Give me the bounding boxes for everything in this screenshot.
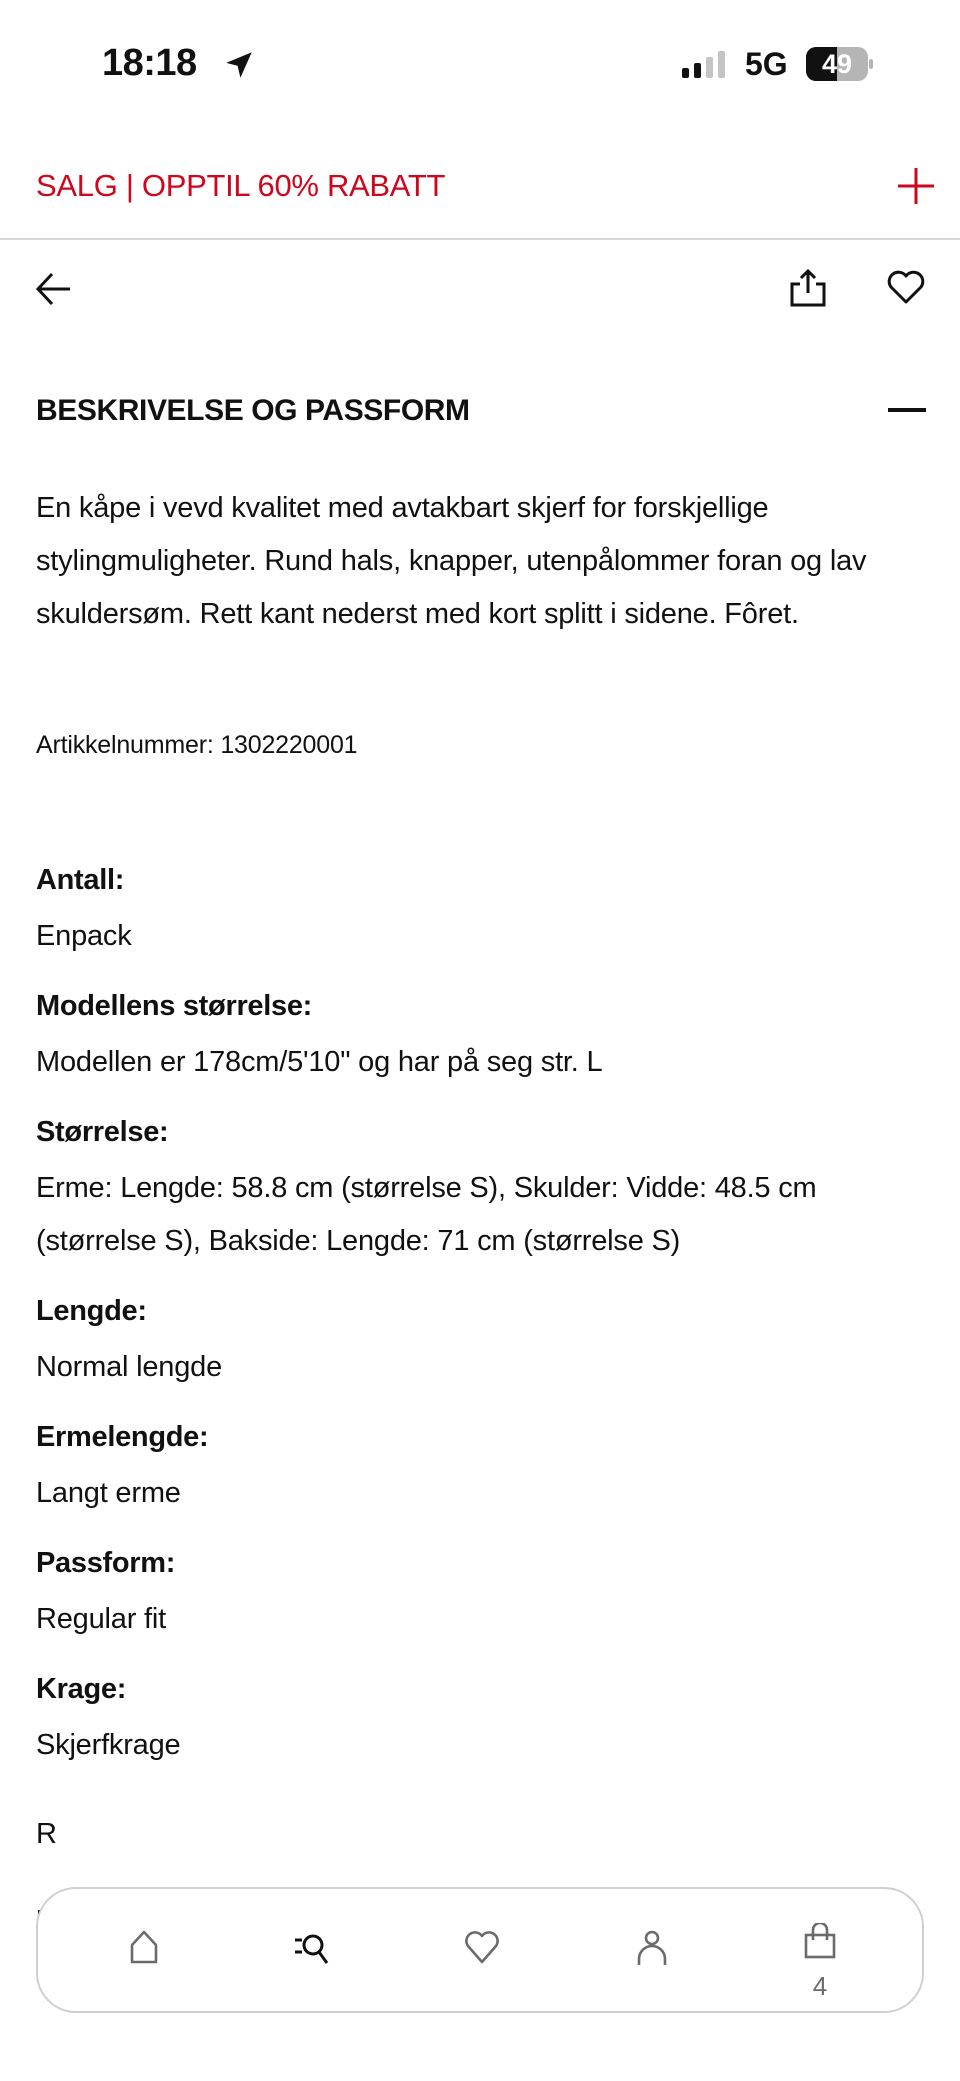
detail-value: Erme: Lengde: 58.8 cm (størrelse S), Skulder: Vidde: 48.5 cm (størrelse S), Bakside: Lengde: 71 cm (størrelse S)	[36, 1172, 817, 1257]
signal-icon	[680, 50, 730, 80]
detail-antall	[36, 860, 926, 963]
status-time: 18:18	[102, 42, 197, 84]
favorite-button[interactable]	[886, 268, 926, 306]
detail-model-size	[36, 986, 926, 1089]
bag-count-badge: 4	[812, 1971, 828, 2001]
detail-value: R	[36, 1818, 57, 1850]
detail-value: Modellen er 178cm/5'10" og har på seg str. L	[36, 1046, 603, 1078]
detail-value: Regular fit	[36, 1603, 166, 1635]
detail-label: Ermelengde:	[36, 1421, 209, 1453]
network-label: 5G	[745, 46, 788, 82]
heart-icon	[889, 272, 923, 302]
detail-label: Antall:	[36, 864, 125, 896]
detail-label: Modellens størrelse:	[36, 990, 313, 1022]
detail-size	[36, 1112, 926, 1268]
detail-label: Lengde:	[36, 1295, 147, 1327]
status-bar	[0, 0, 960, 130]
minus-icon[interactable]	[888, 408, 926, 412]
promo-text[interactable]: SALG | OPPTIL 60% RABATT	[36, 168, 446, 203]
location-arrow-icon	[222, 48, 256, 82]
detail-label: Passform:	[36, 1547, 176, 1579]
detail-fit	[36, 1543, 926, 1646]
search-menu-icon	[294, 1929, 330, 1965]
battery-percent: 49	[821, 49, 853, 79]
shopping-bag-icon	[802, 1923, 838, 1959]
promo-banner[interactable]	[0, 150, 960, 240]
share-icon	[792, 271, 824, 305]
back-button[interactable]	[34, 269, 74, 309]
detail-value: Skjerfkrage	[36, 1729, 181, 1761]
product-description: En kåpe i vevd kvalitet med avtakbart skjerf for forskjellige stylingmuligheter. Rund hals, knapper, utenpålommer foran og lav skuldersøm. Rett kant nederst med kort splitt i sidene. Fôret.	[36, 492, 867, 630]
article-number: Artikkelnummer: 1302220001	[36, 731, 358, 759]
detail-length	[36, 1291, 926, 1394]
detail-hidden	[36, 1808, 926, 1861]
section-title: BESKRIVELSE OG PASSFORM	[36, 394, 470, 427]
bottom-tab-bar	[36, 1887, 924, 2013]
detail-label: Krage:	[36, 1673, 127, 1705]
detail-collar	[36, 1669, 926, 1772]
tab-favorites[interactable]	[422, 1889, 542, 2011]
detail-value: Normal lengde	[36, 1351, 222, 1383]
product-details	[36, 860, 926, 1964]
battery-icon	[806, 47, 874, 81]
product-header	[0, 250, 960, 330]
detail-label: Størrelse:	[36, 1116, 169, 1148]
home-icon	[126, 1929, 162, 1965]
detail-sleeve-length	[36, 1417, 926, 1520]
tab-bag[interactable]	[760, 1889, 880, 2011]
detail-value: Langt erme	[36, 1477, 181, 1509]
tab-search[interactable]	[252, 1889, 372, 2011]
tab-home[interactable]	[84, 1889, 204, 2011]
arrow-left-icon	[38, 274, 70, 304]
detail-value: Enpack	[36, 920, 132, 952]
user-icon	[634, 1929, 670, 1965]
share-button[interactable]	[788, 267, 828, 309]
heart-icon	[464, 1929, 500, 1965]
tab-account[interactable]	[592, 1889, 712, 2011]
description-section-toggle[interactable]	[36, 390, 926, 434]
plus-icon[interactable]	[896, 166, 936, 206]
